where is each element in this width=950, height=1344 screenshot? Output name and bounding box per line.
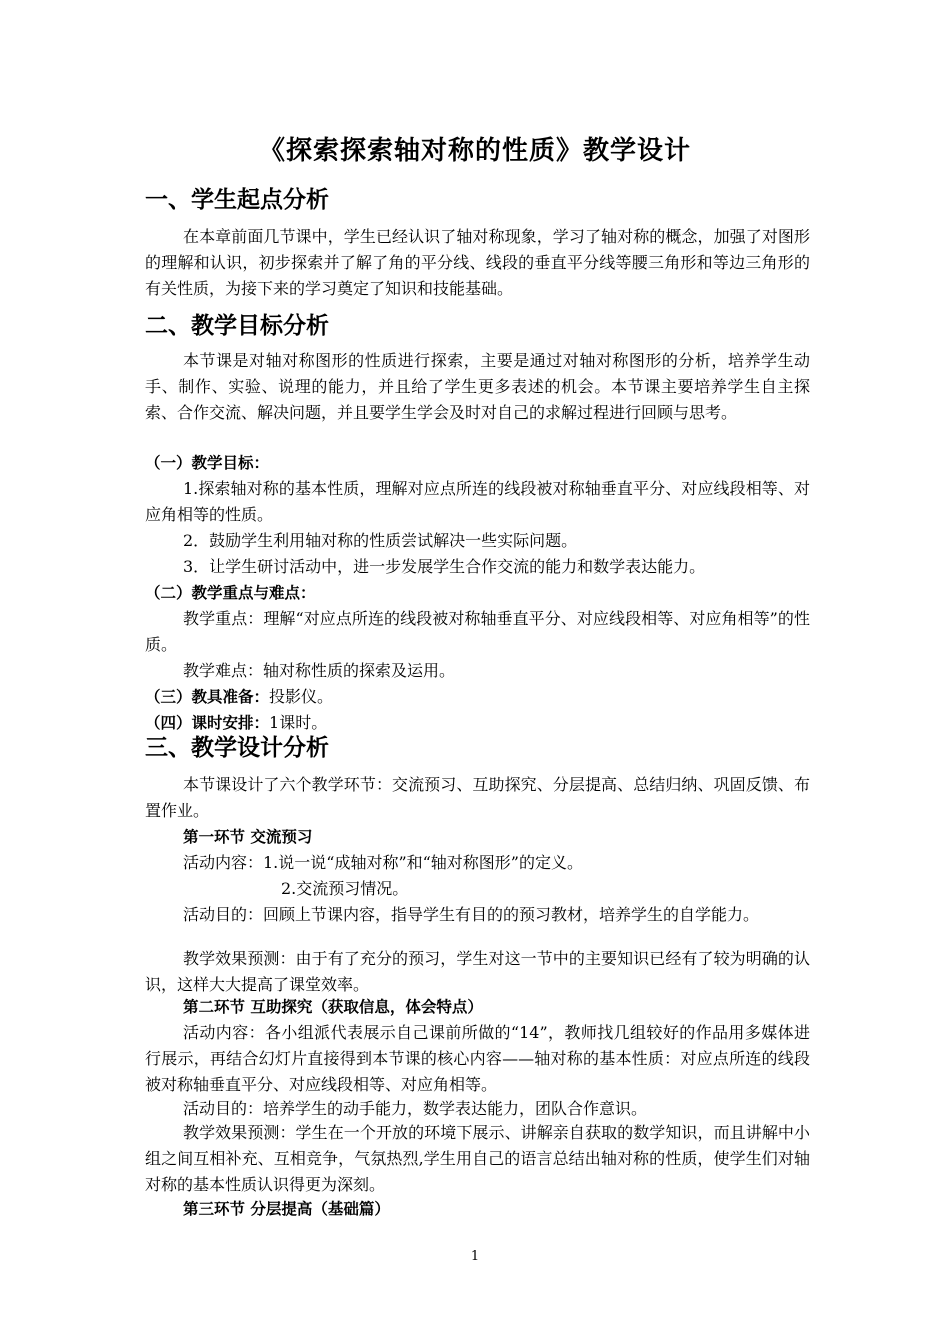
tools-value: 投影仪。 [269, 687, 334, 706]
document-title: 《探索探索轴对称的性质》教学设计 [258, 136, 691, 166]
stage-3-title: 第三环节 分层提高（基础篇） [183, 1200, 390, 1218]
stage-2-purpose: 活动目的：培养学生的动手能力，数学表达能力，团队合作意识。 [183, 1099, 648, 1118]
time-value: 1课时。 [269, 713, 328, 732]
difficulty: 教学难点：轴对称性质的探索及运用。 [183, 661, 456, 680]
section-1-paragraph: 在本章前面几节课中，学生已经认识了轴对称现象，学习了轴对称的概念，加强了对图形的理解和认识，初步探索并了解了角的平分线、线段的垂直平分线等腰三角形和等边三角形的有关性质，为接下来的学习奠定了知识和技能基础。 [145, 227, 810, 298]
stage-2-title: 第二环节 互助探究（获取信息，体会特点） [183, 998, 483, 1016]
time-label: （四）课时安排： [145, 714, 270, 732]
stage-1-effect: 教学效果预测：由于有了充分的预习，学生对这一节中的主要知识已经有了较为明确的认识，这样大大提高了课堂效率。 [145, 949, 810, 994]
stage-1-content-2: 2.交流预习情况。 [281, 879, 409, 898]
goal-3: 3．让学生研讨活动中，进一步发展学生合作交流的能力和数学表达能力。 [183, 557, 706, 576]
stage-1-content-1: 活动内容：1.说一说“成轴对称”和“轴对称图形”的定义。 [183, 853, 583, 872]
stage-1-title: 第一环节 交流预习 [183, 828, 313, 846]
stage-2-effect: 教学效果预测：学生在一个开放的环境下展示、讲解亲自获取的数学知识，而且讲解中小组之间互相补充、互相竞争，气氛热烈,学生用自己的语言总结出轴对称的性质，使学生们对轴对称的基本性质认识得更为深刻。 [145, 1123, 810, 1194]
section-heading-1: 一、学生起点分析 [145, 187, 329, 213]
section-heading-3: 三、教学设计分析 [145, 735, 329, 761]
key-point: 教学重点：理解“对应点所连的线段被对称轴垂直平分、对应线段相等、对应角相等”的性质。 [145, 609, 810, 654]
goals-label: （一）教学目标： [145, 454, 270, 472]
goal-1: 1.探索轴对称的基本性质，理解对应点所连的线段被对称轴垂直平分、对应线段相等、对应角相等的性质。 [145, 479, 810, 524]
tools-label: （三）教具准备： [145, 688, 270, 706]
stage-1-purpose: 活动目的：回顾上节课内容，指导学生有目的的预习教材，培养学生的自学能力。 [183, 905, 760, 924]
tools-line [145, 684, 333, 710]
key-points-label: （二）教学重点与难点： [145, 584, 316, 602]
section-3-paragraph: 本节课设计了六个教学环节：交流预习、互助探究、分层提高、总结归纳、巩固反馈、布置作业。 [145, 775, 810, 820]
section-heading-2: 二、教学目标分析 [145, 313, 329, 339]
section-2-paragraph: 本节课是对轴对称图形的性质进行探索，主要是通过对轴对称图形的分析，培养学生动手、制作、实验、说理的能力，并且给了学生更多表述的机会。本节课主要培养学生自主探索、合作交流、解决问题，并且要学生学会及时对自己的求解过程进行回顾与思考。 [145, 351, 810, 422]
stage-2-content: 活动内容：各小组派代表展示自己课前所做的“14”，教师找几组较好的作品用多媒体进行展示，再结合幻灯片直接得到本节课的核心内容——轴对称的基本性质：对应点所连的线段被对称轴垂直平分、对应线段相等、对应角相等。 [145, 1023, 810, 1094]
page-number: 1 [470, 1249, 480, 1264]
goal-2: 2．鼓励学生利用轴对称的性质尝试解决一些实际问题。 [183, 531, 578, 550]
